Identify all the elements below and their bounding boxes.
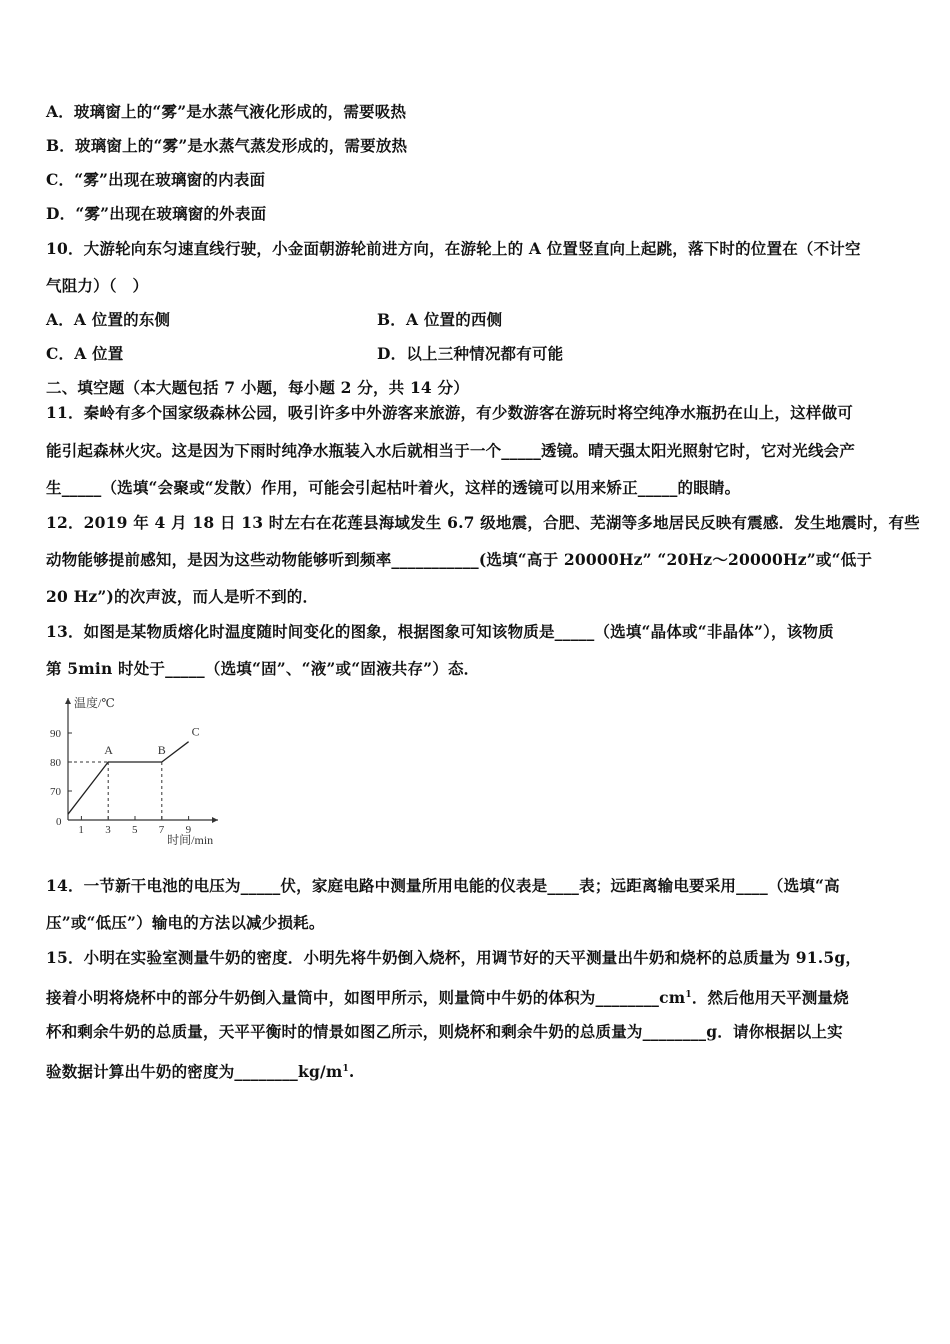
- x-tick-label: 9: [185, 824, 192, 836]
- point-label-a: A: [104, 743, 113, 757]
- q14-line2: 压”或“低压”）输电的方法以减少损耗。: [46, 913, 325, 932]
- y-tick-label: 80: [50, 757, 61, 769]
- q15-line4-text: 验数据计算出牛奶的密度为________kg/m: [46, 1062, 343, 1082]
- q11-line2: 能引起森林火灾。这是因为下雨时纯净水瓶装入水后就相当于一个_____透镜。晴天强太阳光照射它时，它对光线会产: [46, 441, 856, 460]
- y-tick-label: 90: [50, 728, 61, 740]
- point-label-b: B: [157, 743, 166, 757]
- x-axis-label: 时间/min: [167, 833, 214, 847]
- q12-line1: 12．2019 年 4 月 18 日 13 时左右在花莲县海域发生 6.7 级地震，合肥、芜湖等多地居民反映有震感．发生地震时，有些: [46, 513, 920, 532]
- x-tick-label: 3: [105, 824, 111, 836]
- q9-option-c: C．“雾”出现在玻璃窗的内表面: [46, 170, 266, 189]
- q13-line2: 第 5min 时处于_____（选填“固”、“液”或“固液共存”）态．: [46, 659, 480, 678]
- q10-option-a: A．A 位置的东侧: [46, 310, 171, 329]
- q12-line2: 动物能够提前感知，是因为这些动物能够听到频率___________(选填“高于 20000Hz” “20Hz～20000Hz”或“低于: [46, 550, 873, 569]
- q10-stem-line2: 气阻力）（ ）: [46, 276, 149, 295]
- q15-line4-text-end: .: [348, 1062, 355, 1082]
- q10-stem-line1: 10．大游轮向东匀速直线行驶，小金面朝游轮前进方向，在游轮上的 A 位置竖直向上起跳，落下时的位置在（不计空: [46, 239, 861, 258]
- q10-option-d: D．以上三种情况都有可能: [377, 344, 564, 363]
- q11-line3: 生_____（选填“会聚或“发散）作用，可能会引起枯叶着火，这样的透镜可以用来矫正_____的眼睛。: [46, 478, 741, 497]
- x-tick-label: 7: [158, 824, 165, 836]
- section-2-heading: 二、填空题（本大题包括 7 小题，每小题 2 分，共 14 分）: [46, 378, 469, 397]
- point-label-c: C: [191, 724, 200, 739]
- q13-line1: 13．如图是某物质熔化时温度随时间变化的图象，根据图象可知该物质是_____（选填“晶体或“非晶体”），该物质: [46, 622, 834, 641]
- y-axis-label: 温度/℃: [74, 696, 115, 710]
- q15-line2-sup: 1: [685, 990, 692, 1000]
- q10-option-b: B．A 位置的西侧: [377, 310, 503, 329]
- q15-line4-sup: 1: [342, 1064, 349, 1074]
- q9-option-d: D．“雾”出现在玻璃窗的外表面: [46, 204, 267, 223]
- q14-line1: 14．一节新干电池的电压为_____伏，家庭电路中测量所用电能的仪表是____表；远距离输电要采用____（选填“高: [46, 876, 840, 895]
- q15-line3: 杯和剩余牛奶的总质量，天平平衡时的情景如图乙所示，则烧杯和剩余牛奶的总质量为________g．请你根据以上实: [46, 1022, 843, 1041]
- q9-option-a: A．玻璃窗上的“雾”是水蒸气液化形成的，需要吸热: [46, 102, 407, 121]
- q15-line4: [46, 1059, 355, 1082]
- q10-option-c: C．A 位置: [46, 344, 124, 363]
- q15-line2: [46, 985, 849, 1008]
- q15-line2-text: 接着小明将烧杯中的部分牛奶倒入量筒中，如图甲所示，则量筒中牛奶的体积为________cm: [46, 988, 686, 1008]
- x-tick-label: 1: [78, 824, 84, 836]
- y-tick-label: 70: [50, 786, 61, 798]
- x-tick-label: 5: [132, 824, 138, 836]
- q15-line2-text-end: ．然后他用天平测量烧: [691, 988, 849, 1008]
- origin-label: 0: [56, 816, 62, 828]
- q9-option-b: B．玻璃窗上的“雾”是水蒸气蒸发形成的，需要放热: [46, 136, 408, 155]
- q15-line1: 15．小明在实验室测量牛奶的密度．小明先将牛奶倒入烧杯，用调节好的天平测量出牛奶和烧杯的总质量为 91.5g，: [46, 948, 862, 967]
- series-line: [68, 742, 189, 815]
- melting-curve-chart: [44, 692, 234, 852]
- q12-line3: 20 Hz”)的次声波，而人是听不到的．: [46, 587, 319, 606]
- q11-line1: 11．秦岭有多个国家级森林公园，吸引许多中外游客来旅游，有少数游客在游玩时将空纯净水瓶扔在山上，这样做可: [46, 403, 853, 422]
